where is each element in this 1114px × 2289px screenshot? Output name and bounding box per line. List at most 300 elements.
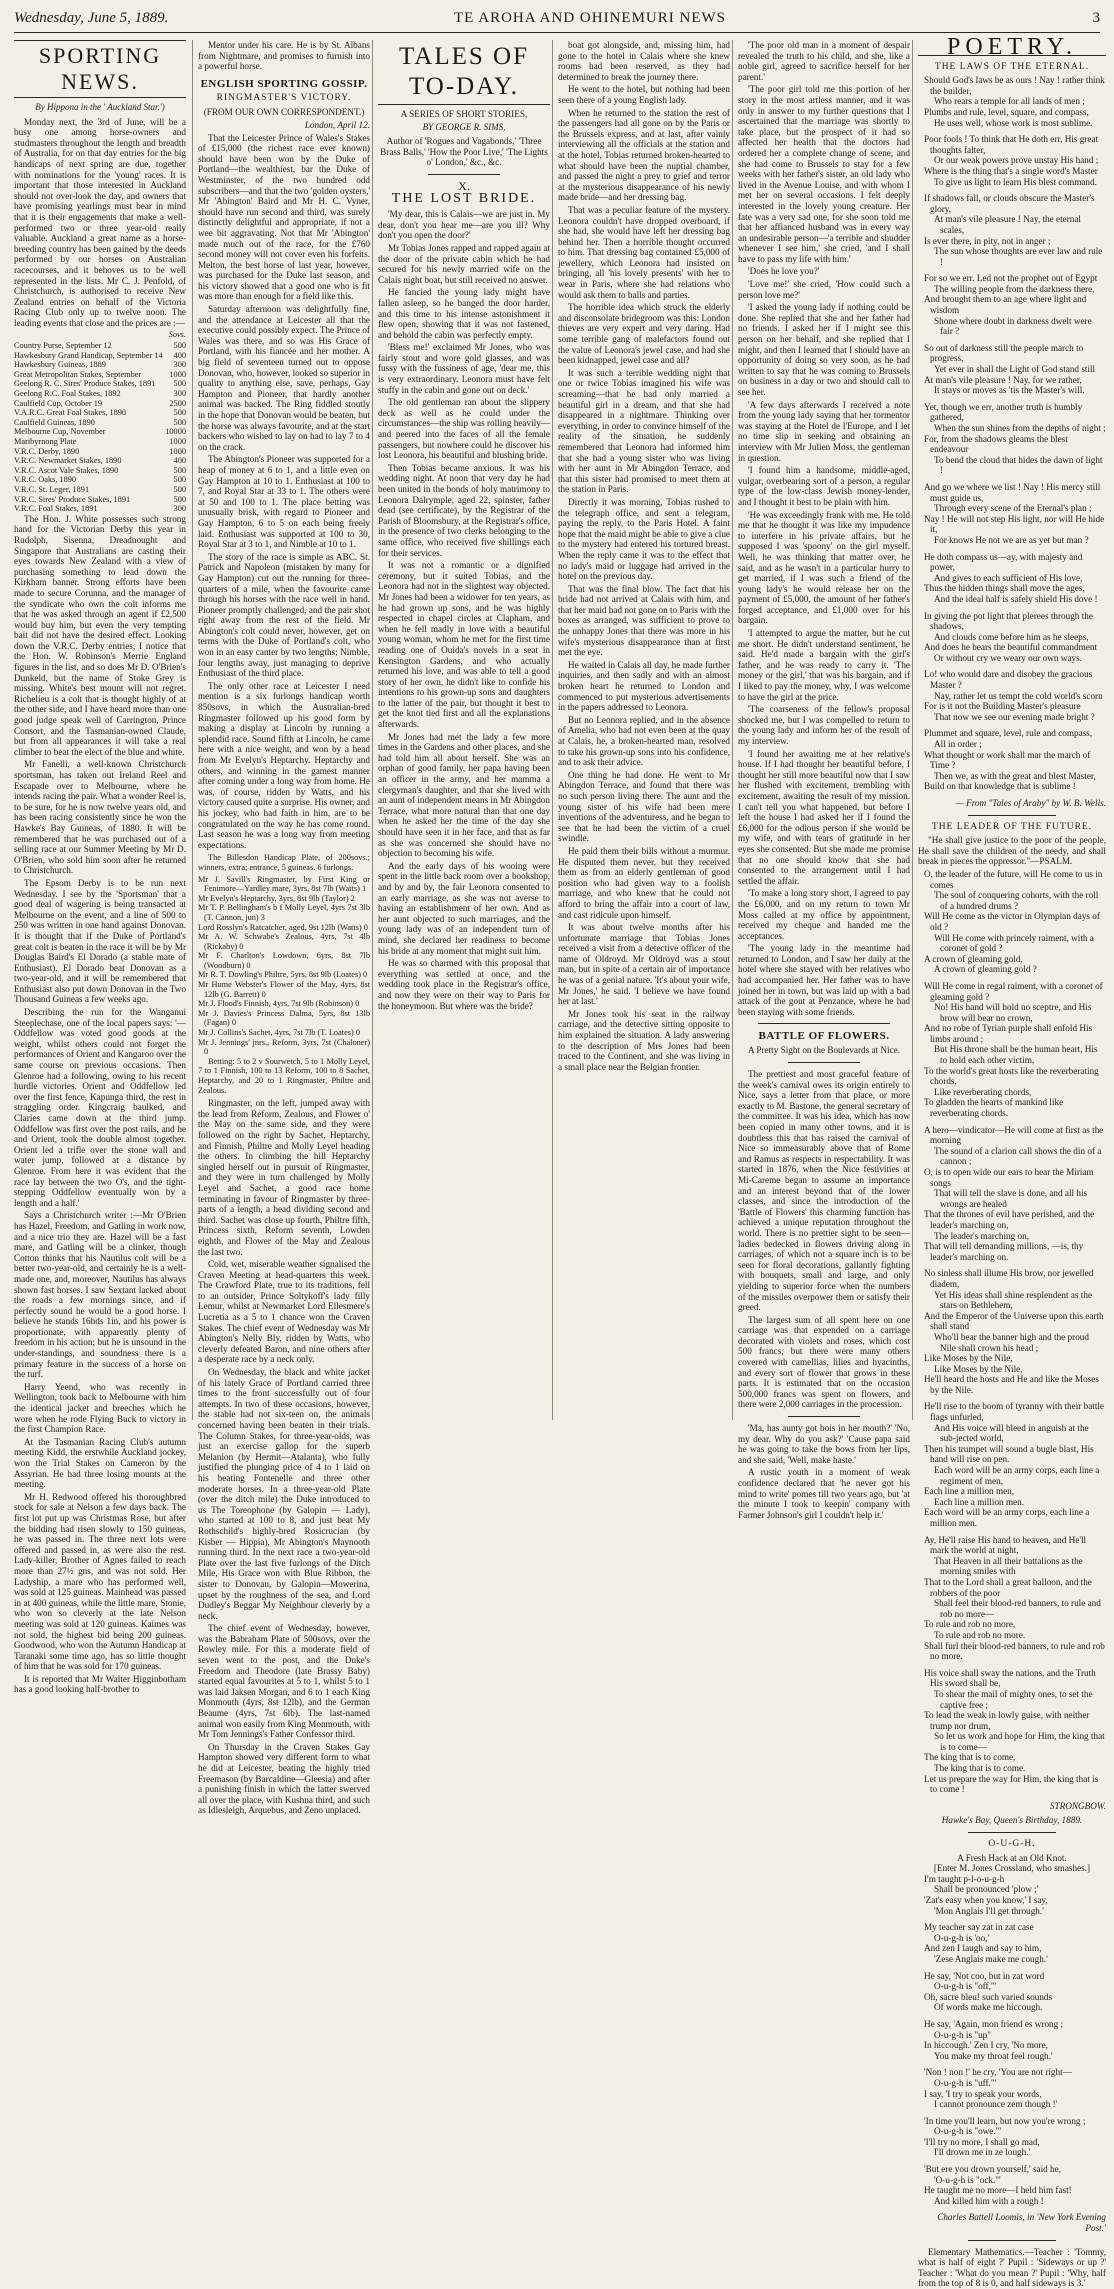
divider (788, 1416, 860, 1417)
odds-sovs: 500 (173, 475, 186, 485)
sporting-paragraph: Monday next, the 3rd of June, will be a busy one among horse-owners and studmasters throughout the length and breadth of Australia, for on that day entries for the big handicaps of next spring are due, together with nominations for the 'young' races. It is important that those interested in Auckland should not over-look the day, and owners that have promising yearlings must bear in mind that it is their engagements that make a well-performed two or three year-old really valuable. Auckland a great name as a horse-breeding country has been gained by the deeds performed by our horses on Australian racecourses, and it behoves us to be well represented in the lists. Mr C. J. Penfold, of Christchurch, is authorised to receive New Zealand entries on behalf of the Victoria Racing Club only up to twelve noon. The leading events that close and the prices are :— (14, 116, 186, 328)
verse-line: The king that is to come. (934, 1763, 1026, 1774)
verse-line: Let us prepare the way for Him, the king that is to come ! (924, 1773, 1099, 1795)
column-story-and-battle (732, 40, 910, 1520)
verse-line: No sinless shall illume His brow, nor jewelled diadem, (924, 1268, 1094, 1289)
poem-leader-epigraph: "He shall give justice to the poor of the people, He shall save the children of the needy, and shall break in pieces the oppressor."—PSALM. (918, 835, 1106, 867)
verse-line: He'll heard the hosts and He and like the Moses by the Nile. (924, 1374, 1099, 1395)
story-paragraph: But no Leonora replied, and in the absence of Amelia, who had not even been at the quay at Calais, he, a broken-hearted man, resolved to take his grown-up sons into his confidence, and to ask their advice. (558, 714, 730, 768)
odds-race: Geelong R. C. Sires' Produce Stakes, 1891 (14, 379, 156, 389)
odds-row (14, 360, 186, 370)
odds-row (14, 379, 186, 389)
tales-author-of: Author of 'Rogues and Vagabonds,' 'Three Brass Balls,' 'How the Poor Live,' 'The Lights o' London,' &c., &c. (380, 136, 548, 168)
poem-laws-title: THE LAWS OF THE ETERNAL. (934, 61, 1090, 72)
stanza (918, 2116, 1106, 2158)
sporting-paragraph: Harry Yeend, who was recently in Wellington, took back to Melbourne with him the identical jacket and breeches which he wore when he rode Flying Buck to victory in the first Champion Race. (14, 1381, 186, 1435)
poem-laws-credit: — From "Tales of Araby" by W. B. Wells. (955, 798, 1106, 808)
stanza (918, 1125, 1106, 1263)
story-title: THE LOST BRIDE. (391, 190, 537, 206)
story-paragraph: Mr Jones took his seat in the railway carriage, and the detective sitting opposite to him explained the situation. A lady answering to the description of Mrs Jones had been traced to the Continent, and she was living in a small place near the Belgian frontier. (558, 1008, 730, 1072)
verse-line: Who rears a temple for all lands of men ; (934, 96, 1085, 107)
story-paragraph: It was not a romantic or a dignified ceremony, but it suited Tobias, and the Leonora had not in the slightest way objected. Mr Jones had been a widower for ten years, as he had grown up sons, and he was highly respected in chapel circles at Clapham, and when he fell madly in love with a beautiful young woman, whom he met for the first time reading one of Ouida's novels in a seat in Kensington Gardens, and who actually returned his love, and was able to tell a good story of her own, he didn't like to confide his intentions to his grown-up sons and daughters to the latter of the pair, but thought it best to get the knot tied first and all the explanations afterwards. (378, 560, 550, 730)
verse-line: He uses well, whose work is most sublime. (934, 117, 1093, 128)
gossip-paragraph: Ringmaster, on the left, jumped away with the lead from Reform, Zealous, and Flower o' the May on the same side, and they were followed on the right by Sachet, Heptarchy, and Finnish, Philtre and Molly Leyel heading the others. In climbing the hill Heptarchy singled herself out in pursuit of Ringmaster, and they were in turn challenged by Molly Leyel and Sachet, a good race home terminating in favour of Ringmaster by three-parts of a length, a head dividing second and third. Sachet was close up fourth, Philtre fifth, Princess sixth, Reform seventh, Lowden eighth, and Flower of the May and Zealous the last two. (198, 1098, 370, 1257)
race-entry: Mr Hume Webster's Flower of the May, 4yrs, 8st 12lb (G. Barrett) 0 (198, 980, 370, 999)
verse-line: I'll drown me in ze lough.' (934, 2147, 1031, 2158)
stanza (918, 2019, 1106, 2061)
odds-row (14, 475, 186, 485)
story-paragraph: Directly it was morning, Tobias rushed to the telegraph office, and sent a telegram, paying the reply, to the Paris Hotel. A faint hope that the maid might be able to give a clue to the mystery had entered his tortured breast. When the reply came it was to the effect that no lady's maid or luggage had arrived in the hotel on the previous day. (558, 496, 730, 582)
verse-line: No! His hand will hold no sceptre, and His brow will bear no crown, (934, 1002, 1092, 1023)
verse-line: Nay, rather let us tempt the cold world's scorn (934, 690, 1103, 701)
battle-paragraphs (738, 1069, 910, 1410)
gossip-paragraphs (198, 133, 370, 851)
odds-row (14, 485, 186, 495)
stanza (918, 1971, 1106, 2013)
divider (428, 174, 500, 175)
verse-line: That will tell the slave is done, and all his wrongs are healed (934, 1188, 1088, 1209)
odds-header: Sovs. (168, 330, 186, 340)
story-paragraph: That was the final blow. The fact that his bride had not arrived at Calais with him, and that her maid had not gone on to Paris with the boxes as arranged, was sufficient to prove to the unhappy Jones that there was more in his wife's mysterious disappearance than at first met the eye. (558, 583, 730, 658)
verse-line: 'Mon Anglais I'll get through.' (934, 1905, 1044, 1916)
gossip-paragraph: The chief event of Wednesday, however, was the Babraham Plate of 500sovs, over the Rowley mile. For this a moderate field of seven went to the post, and the Duke's Freedom and Theodore (late Brassy Baby) started equal favourites at 5 to 1, whilst 5 to 1 was laid Jaksen Morgan, and 6 to 1 each King Monmouth (4yrs, 8st 12lb), and the German Beaume (4yrs, 7st 6lb). The last-named animal won easily from King Monmouth, with Mr Tom Jennings's Father Confessor third. (198, 1623, 370, 1740)
verse-line: For is it not the Building Master's pleasure (924, 701, 1081, 712)
verse-line: Or our weak powers prove unstay His hand ; (934, 155, 1099, 166)
story-numeral: X. (458, 178, 470, 193)
sporting-paragraph: At the Tasmanian Racing Club's autumn meeting Kidd, the erstwhile Auckland jockey, won the Trial Stakes on Cameron by the Assyrian. He had three losing mounts at the meeting. (14, 1436, 186, 1490)
verse-line: And does he bears the beautiful commandment (924, 642, 1097, 653)
verse-line: It stays or moves as 'tis the Master's will. (934, 385, 1085, 396)
verse-line: Each line a million men. (934, 1496, 1025, 1507)
tales-author: BY GEORGE R. SIMS, (422, 121, 506, 132)
verse-line: Like reverberating chords, (934, 1086, 1032, 1097)
poem-ough (918, 1874, 1106, 2207)
story-paragraph: 'The young lady in the meantime had returned to London, and I saw her daily at the hotel where she stayed with her relatives who had accompanied her. Her father was to have joined her in town, but was laid up with a bad attack of the gout at Penzance, where he had been staying with some friends. (738, 943, 910, 1017)
verse-line: Ay, He'll raise His hand to heaven, and He'll mark the world at night, (924, 1534, 1087, 1556)
odds-sovs: 300 (173, 360, 186, 370)
verse-line: He'll rise to the boom of tyranny with their battle flags unfurled, (924, 1401, 1105, 1423)
stanza (918, 611, 1106, 664)
odds-row (14, 408, 186, 418)
verse-line: To shear the mail of mighty ones, to set the captive free ; (934, 1688, 1093, 1710)
verse-line: 'But ere you drown yourself,' said he, (924, 2164, 1062, 2175)
divider (968, 1832, 1056, 1833)
issue-date: Wednesday, June 5, 1889. (14, 10, 169, 26)
verse-line: And His voice will bleed in anguish at the sub-jected world, (934, 1422, 1089, 1444)
verse-line: Like Moses by the Nile, (934, 1363, 1023, 1374)
page-columns (14, 34, 1106, 2289)
odds-sovs: 10000 (165, 427, 186, 437)
verse-line: And go we where we list ! Nay ! His mercy still must guide us, (924, 481, 1101, 503)
verse-line: If shadows fall, or clouds obscure the Master's glory, (924, 193, 1095, 214)
verse-line: He say, 'Not coo, but in zat word (924, 1970, 1045, 1981)
race-entry: Mr A. W. Schwabe's Zealous, 4yrs, 7st 4lb (Rickaby) 0 (198, 932, 370, 951)
verse-line: When the sun shines from the depths of night ; (934, 423, 1106, 433)
race-entry: Mr J. Jennings' jnrs., Reform, 3yrs, 7st (Chaloner) 0 (198, 1037, 370, 1057)
verse-line: A hero—vindicator—He will come at first as the morning (924, 1124, 1104, 1146)
verse-line: Shall be pronounced 'plow ;' (934, 1884, 1039, 1895)
odds-row (14, 389, 186, 399)
entries-heading: The Billesdon Handicap Plate, of 200sovs.; winners, extra; entrance, 5 guineas. 6 furlongs. (198, 853, 370, 872)
poem-ough-note: [Enter M. Jones Crossland, who smashes.] (933, 1863, 1091, 1874)
verse-line: And the ideal half is safely shield His dove ! (934, 593, 1098, 604)
battle-paragraph: The largest sum of all spent here on one carriage was that expended on a carriage decorated with violets and roses, which cost 500 francs, but there were many others covered with camellias, lilies and hyacinths, and every sort of flower that grows in these parts. It is estimated that on the occasion 500,000 francs was spent on flowers, and there were 2,000 carriages in the procession. (738, 1314, 910, 1410)
verse-line: O-u-g-h is "uff."' (934, 2077, 997, 2088)
verse-line: And clouds come before him as he sleeps, (934, 631, 1089, 642)
odds-sovs: 500 (173, 379, 186, 389)
race-entry: Mr T. P. Bellingham's b f Molly Leyel, 4yrs 7st 3lb (T. Cannon, jun) 3 (198, 903, 370, 922)
column-sporting-news (14, 40, 186, 1695)
verse-line: Then we, as with the great and blest Master, (934, 770, 1096, 781)
odds-race: Maribyrnong Plate (14, 437, 77, 446)
divider (968, 2240, 1056, 2241)
odds-race: V.R.C. Oaks, 1890 (14, 475, 77, 485)
story-paragraph: 'The poor girl told me this portion of her story in the most artless manner, and it was only in answer to my further questions that I ascertained that the marriage was shortly to take place, but the prospect of it had so affected her health that the doctors had ordered her a complete change of scene, and she had come to Brussels to stay for a few weeks with her father's sister, an old lady who lived in the Avenue Louise, and with whom I met her on several occasions. I felt deeply interested in the lovely young creature. Her fate was a very sad one, for she soon told me that her affianced husband was in every way an undesirable person—'a terrible and shudder whenever I see him,' she cried, 'and I shall have to pass my life with him.' (738, 84, 910, 264)
stanza (918, 669, 1106, 722)
sporting-paragraph: Describing the run for the Wanganui Steeplechase, one of the local papers says: '—Oddfellow was voted good goods at the weight, whilst others could not forget the performances of Orient and Kangaroo over the same course on previous occasions. Then Glenroe had a following, owing to his recent hurdle victories. Orient and Oddfellow led over the first fence, Kapunga third, the rest in straggling order. Kingcraig baulked, and Claries came down at the third jump. Oddfellow was first over the post rails, and he and Orient, took the double almost together. Orient led a trifle over the stone wall and water jump, followed at a distance by Glenroe. From here it was evident that the race lay between the two O's, and the tight-stepping Oddfellow eventually won by a length and a half.' (14, 1007, 186, 1208)
verse-line: Will He come as the victor in Olympian days of old ? (924, 911, 1100, 932)
verse-line: The sound of a clarion call shows the din of a cannon ; (934, 1145, 1102, 1167)
story-paragraph: The horrible idea which struck the elderly and disconsolate bridegroom was this: London thieves are very expert and very daring. Had some terrible gang of malefactors found out the value of Leonora's jewel case, and had she been kidnapped, jewel case and all? (558, 302, 730, 366)
verse-line: For, from the shadows gleams the blest endeavour (924, 433, 1068, 455)
odds-sovs: 400 (173, 456, 186, 466)
race-entry: Mr R. T. Dowling's Philtre, 5yrs, 8st 9lb (Loates) 0 (198, 970, 368, 980)
betting-line: Betting: 5 to 2 v Sourwetch, 5 to 1 Molly Leyel, 7 to 1 Finnish, 100 to 13 Reform, 100 to 8 Sachet, Heptarchy, and 20 to 1 Ringmaster, Philtre and Zealous. (198, 1056, 370, 1095)
verse-line: Shall furl their blood-red banners, to rule and rob no more. (924, 1640, 1105, 1662)
verse-line: So out of darkness still the people march to progress, (924, 342, 1084, 364)
poem-leader-place: Hawke's Bay, Queen's Birthday, 1889. (941, 1815, 1083, 1826)
odds-row (14, 399, 186, 409)
story-paragraph: That was a peculiar feature of the mystery. Leonora couldn't have dropped overboard, if she had, she would have left her dressing bag behind her. Then a horrible thought occurred to him. That dressing bag contained £5,000 of jewellery, which Leonora had insisted on bringing, all 'his lovely presents' with her to wear in Paris, where she had relations who would ask them to balls and parties. (558, 204, 730, 300)
odds-race: Caulfield Guineas, 1890 (14, 417, 95, 427)
verse-line: 'Non ! non !' he cry, 'You are not right— (924, 2067, 1072, 2078)
verse-line: The sun whose thoughts are ever law and rule ! (934, 246, 1103, 267)
verse-line: A crown of gleaming gold ? (934, 964, 1037, 975)
gossip-heading: ENGLISH SPORTING GOSSIP. (200, 77, 368, 90)
story-paragraph: He fancied the young lady might have fallen asleep, so he banged the door harder, and this time to his intense astonishment it flew open, showing that it was not fastened, and behold the cabin was perfectly empty. (378, 287, 550, 340)
verse-line: To give us light to learn His blest command. (934, 176, 1097, 187)
verse-line: So let us work and hope for Him, the king that is to come— (934, 1731, 1105, 1752)
verse-line: Shall feel their blood-red banners, to rule and rob no more— (934, 1598, 1101, 1619)
stanza (918, 273, 1106, 337)
verse-line: That now we see our evening made bright ? (934, 711, 1095, 722)
sporting-byline: By Hippona in the ' Auckland Star.') (35, 102, 165, 112)
verse-line: His voice shall sway the nations, and the Truth His sword shall be, (924, 1667, 1096, 1689)
odds-race: V.R.C. Foal Stakes, 1891 (14, 504, 98, 514)
verse-line: He taught me no more—I held him fast! (924, 2185, 1072, 2196)
verse-line: Yet ever in shall the Light of God stand still (934, 364, 1096, 375)
odds-sovs: 500 (173, 408, 186, 418)
sporting-paragraph: The Epsom Derby is to be run next Wednesday. I see by the 'Sportsman' that a good deal of wagering is being transacted at Melbourne on the event, and a line of 500 to 250 was written in one hand against Donovan. It is thought that if the Duke of Portland's great colt is beaten in the race it will be by Mr Douglas Baird's El Dorado (a stable mate of Enthusiast). El Dorado beat Donovan as a two-year-old, and it will be remembered that Enthusiast also put down Donovan in the Two Thousand Guineas a few weeks ago. (14, 877, 186, 1005)
gossip-subheading: RINGMASTER'S VICTORY. (216, 92, 352, 103)
verse-line: Each word will be an army corps, each line a regiment of men, (934, 1465, 1100, 1486)
verse-line: O, is to open wide our ears to hear the Miriam songs (924, 1167, 1094, 1188)
verse-line: Poor fools ! To think that He doth err, His great thoughts falter, (924, 134, 1099, 155)
stanza (918, 343, 1106, 396)
stanza (918, 482, 1106, 546)
story-paragraph: He waited in Calais all day, he made further inquiries, and then sadly and with an almost broken heart he returned to London and commenced to put mysterious advertisements in the papers addressed to Leonora. (558, 659, 730, 713)
story-paragraph: It was such a terrible wedding night that one or twice Tobias imagined his wife was screaming—that he had only married a beautiful girl in a dream, and that she had disappeared in a nightmare. Thinking over everything, in order to convince himself of the reality of the situation, he suddenly remembered that Leonora had informed him that she had a young sister who was living with her aunt in Mr Abingdon Terrace, and that this sister had promised to meet them at the station in Paris. (558, 367, 730, 495)
verse-line: 'I'll try no more, I shall go mad, (924, 2136, 1040, 2147)
verse-line: I cannot pronounce zem though !' (934, 2099, 1058, 2110)
verse-line: To rule and rob no more. (934, 1629, 1026, 1640)
story-paragraphs (378, 209, 550, 1011)
race-entry: Lord Rosslyn's Ratcatcher, aged, 9st 12lb (Watts) 0 (198, 922, 368, 932)
odds-race: Hawkesbury Guineas, 1889 (14, 360, 106, 370)
stanza (918, 134, 1106, 187)
story-paragraph: 'He was exceedingly frank with me. He told me that he thought it was like my impudence to interfere in his private affairs, but he supposed I was 'spoony' on the girl myself. Well, he was thinking that matter over, he said, and as he wasn't in a particular hurry to get married, if I was such a friend of the young lady's he would release her on the payment of £5,000, the amount of her father's forged acceptance, and £1,000 over for his bargain. (738, 509, 910, 626)
verse-line: O, the leader of the future, will He come to us in comes (924, 868, 1103, 890)
verse-line: 'Zat's easy when you know,' I say, (924, 1895, 1048, 1905)
tales-heading: TALES OF TO-DAY. (378, 40, 550, 105)
poem-ough-title: O-U-G-H. (988, 1839, 1036, 1850)
verse-line: To lead the weak in lowly guise, with neither trump nor drum, (924, 1710, 1090, 1731)
verse-line: Plumbs and rule, level, square, and compass, (924, 106, 1089, 117)
story-paragraph: And the early days of his wooing were spent in the little back room over a bookshop, and by and by, the fair Leonora consented to an early marriage, as she was not averse to having an establishment of her own. And as her aunt objected to such marriages, and the young lady was of an independent turn of mind, she declared her readiness to become his bride at any moment that might suit him. (378, 860, 550, 956)
anecdote-rustic: A rustic youth in a moment of weak confidence declared that 'he never got his mind to write' pomes till two years ago, but 'at the minute I took to keepin' company with Farmer Johnson's girl I couldn't help it.' (738, 1467, 910, 1520)
odds-row (14, 351, 186, 361)
poem-leader-credit: STRONGBOW. (1049, 1800, 1106, 1811)
odds-row (14, 370, 186, 380)
story-paragraph: He paid them their bills without a murmur. He disputed them never, but they received them as from an elderly gentleman of good position who had given way to a foolish marriage, and who knew that he could not afford to bring the affair into a court of law, and cast ridicule upon himself. (558, 845, 730, 920)
odds-table (14, 341, 186, 514)
sporting-paragraph: Mr H. Redwood offered his thoroughbred stock for sale at Nelson a few days back. The first lot put up was Christmas Rose, but after the bidding had risen slowly to 150 guineas, he was passed in. The three next lots were offered and passed in, as were also the rest. Lady-killer, Brother of Agnes failed to reach more than 27½ gns, and was not sold. Her Ladyship, a mare who has performed well, was sold at 125 guineas. Mainhead was passed in at 400 guineas, while the little mare, Stonie, who won so cleverly at the late Nelson meeting was sold at 120 guineas. Kaimes was not sold, the highest bid being 200 guineas. Goodwood, who won the Autumn Handicap at Taranaki some time ago, has so little thought of him that he was sold for 170 guineas. (14, 1491, 186, 1672)
verse-line: My teacher say zat in zat case (924, 1922, 1034, 1933)
verse-line: Oh, sacre bleu! such varied sounds (924, 1991, 1053, 2002)
verse-line: He doth compass us—ay, with majesty and power, (924, 551, 1083, 573)
sporting-paragraph: The Hon. J. White possesses such strong hand for the Victorian Derby this year in Rudolph, Sisenna, Dreadnought and Singapore that Australians are casting their eyes towards New Zealand with a view of purchasing something to lead down the Kirkham banner. Strong efforts have been made to secure Corunna, and the manager of the syndicate who own the colt informs me that he was asked through an agent if £2,500 would buy him, but even the very tempting bait did not have the desired effect. Looking down the V.R.C. Derby entries, I notice that the Hon. W. Robinson's Merrie England figures in the list, and so does Mr D. O'Brien's Dunkeld, but the name of Stoke Grey is missing. White's best mount will not regret. Richelieu is a colt that is thought highly of at the other side, and I have heard more than one good judge speak well of Carrington, Prince Consort, and the Tasmanian-owned Claude, but from all appearances it will take a real climber to beat the elect of the blue and white. (14, 513, 186, 757)
verse-line: Is ever there, in pity, not in anger ; (924, 235, 1051, 246)
verse-line: In hiccough.' Zen I cry, 'No more, (924, 2040, 1048, 2051)
odds-race: Geelong R.C. Foal Stakes, 1892 (14, 389, 121, 399)
gossip-paragraph: The Abington's Pioneer was supported for a heap of money at 6 to 1, and a little even on Gay Hampton at 10 to 1. Enthusiast at 100 to 7, and Royal Star at 33 to 1. The others were at 50 and 100 to 1. The place betting was unusually brisk, with regard to Pioneer and Gay Hampton, 6 to 5 on each being freely laid. Enthusiast was supported at 100 to 30, Royal Star at 3 to 1, and Nimble at 10 to 1. (198, 454, 370, 550)
odds-race: V.A.R.C. Great Foal Stakes, 1890 (14, 408, 127, 418)
verse-line: Thus the hidden things shall move the ages, (924, 583, 1085, 594)
tales-series: A SERIES OF SHORT STORIES, (400, 109, 528, 119)
race-entry: Mr J. Davies's Princess Dalma, 5yrs, 8st 13lb (Fagan) 0 (198, 1008, 370, 1028)
race-entry: Mr J. Flood's Finnish, 4yrs, 7st 9lb (Robinson) 0 (198, 999, 360, 1009)
divider (758, 1023, 890, 1024)
story-paragraph: 'The coarseness of the fellow's proposal shocked me, but I was compelled to return to the young lady and inform her of the result of my interview. (738, 704, 910, 746)
verse-line: He say, 'Again, mon friend es wrong ; (924, 2018, 1064, 2029)
gossip-dateline: London, April 12. (304, 119, 370, 130)
odds-sovs: 400 (173, 350, 186, 360)
verse-line: 'Zese Anglais make me cough.' (934, 1953, 1048, 1964)
story-paragraph: It was about twelve months after his unfortunate marriage that Tobias Jones received a visit from a detective officer of the name of Oldroyd. Mr Oldroyd was a stout man, but in spite of a certain air of importance he was of a genial nature. 'It's about your wife, Mr Jones,' he said. 'I believe we have found her at last.' (558, 922, 730, 1007)
stanza (918, 193, 1106, 267)
verse-line: 'O-u-g-h is "ock."' (934, 2174, 1001, 2185)
verse-line: Who'll bear the banner high and the proud Nile shall crown his head ; (934, 1331, 1089, 1353)
verse-line: At man's vile pleasure ! Nay, the eternal scales, (934, 214, 1081, 235)
stanza (918, 1668, 1106, 1795)
odds-sovs: 500 (173, 341, 186, 351)
verse-line: Will He come in regal raiment, with a coronet of gleaming gold ? (924, 980, 1103, 1002)
odds-sovs: 500 (173, 494, 186, 504)
story-paragraph: One thing he had done. He went to Mr Abingdon Terrace, and found that there was no such person living there. The aunt and the young sister of his wife had been mere inventions of the adventuress, and he began to see that he had been the victim of a cruel swindle. (558, 769, 730, 844)
odds-row (14, 418, 186, 428)
story-paragraph: He was so charmed with this proposal that everything was settled at once, and the wedding took place in the Registrar's office, and now they were on their way to Paris for the honeymoon. But where was the bride? (378, 958, 550, 1011)
column-story-continued (552, 40, 730, 1420)
gossip-paragraphs-after (198, 1098, 370, 1816)
odds-row (14, 447, 186, 457)
gossip-paragraph: On Wednesday, the black and white jacket of his lately Grace of Portland carried three times to the front successfully out of four attempts. In two of these occasions, however, the stable had not six-teen on, the animals concerned having been beaten in their trials. The Column Stakes, for three-year-olds, was just an exercise gallop for the superb Melanion (by Hermit—Atalanta), who fully justified the plunging price of 4 to 1 laid on his beating Fontenelle and three other moderate horses. In a three-year-old Plate (over the ditch mile) the Duke introduced to us The Toreophone (by Galopin — Lady), who started at 100 to 8, and just beat My Rothschild's highly-bred Rosicrucian (by Kisber — Hippia), Mr Abington's Maynooth running third. In the next race a two-year-old Plate over the last five furlongs of the Ditch Mile, His Grace won with Blue Ribbon, the sister to Donovan, by Galopin—Mowerina, upset by the roughness of the sea, and Lord Dudley's Beggar My Neighbour cleverly by a neck. (198, 1367, 370, 1621)
divider (968, 815, 1056, 816)
verse-line: To the world's great hosts like the reverberating chords, (924, 1065, 1099, 1087)
verse-line: Each word will be an army corps, each line a million men. (924, 1507, 1090, 1528)
odds-row (14, 466, 186, 476)
stanza (918, 1401, 1106, 1528)
gossip-lead-paragraph: Mentor under his care. He is by St. Albans from Nightmare, and promises to furnish into a powerful horse. (198, 40, 370, 72)
story-paragraph: boat got alongside, and, missing him, had gone to the hotel in Calais where she knew rooms had been reserved, as they had determined to break the journey there. (558, 40, 730, 82)
verse-line: Yet, though we err, another truth is humbly gathered, (924, 401, 1083, 423)
gossip-paragraph: Cold, wet, miserable weather signalised the Craven Meeting at head-quarters this week. The Crawford Plate, true to its traditions, fell to an outsider, Prince Soltykoff's lady filly Lemur, whilst at Newmarket Lord Ellesmere's Lucretia as a 5 to 1 chance won the Craven Stakes. The chief event of Wednesday was Mr Abington's Nelly Bly, ridden by Watts, who cleverly defeated Baron, and nine others after a desperate race by a neck only. (198, 1259, 370, 1365)
battle-subheading: A Pretty Sight on the Boulevards at Nice. (747, 1045, 901, 1056)
verse-line: To gladden the hearts of mankind like reverberating chords. (924, 1097, 1064, 1119)
page-number: 3 (1092, 10, 1100, 26)
gossip-paragraph: On Thursday in the Craven Stakes Gay Hampton showed very different form to what he did at Leicester, beating the highly tried Freemason (by Barcaldine—Gleesia) and after a punishing finish in which the latter swerved all over the place, with Kushna third, and such as Idlesleigh, Arquebus, and Zeno unplaced. (198, 1741, 370, 1816)
race-entry: Mr F. Charlton's Lowdown, 6yrs, 8st 7lb (Woodburn) 0 (198, 951, 370, 970)
odds-sovs: 300 (173, 389, 186, 399)
anecdote-bows: 'Ma, has aunty got bois in her mouth?' 'No, my dear. Why do you ask?' 'Cause papa said he was going to take the bows from her lips, and she said, 'Well, make haste.' (738, 1423, 910, 1465)
odds-race: V.R.C. Newmarket Stakes, 1890 (14, 456, 122, 466)
verse-line: Plummet and square, level, rule and compass, (924, 728, 1093, 739)
verse-line: Build on that knowledge that is sublime ! (924, 781, 1076, 792)
verse-line: That the thrones of evil have perished, and the leader's marching on, (924, 1209, 1095, 1230)
odds-race: Country Purse, September 12 (14, 341, 112, 351)
column-poetry (912, 34, 1106, 2289)
story-paragraph: 'Love me!' she cried, 'How could such a person love me?' (738, 279, 910, 300)
story-paragraph: Mr Jones had met the lady a few more times in the Gardens and other places, and she had told him all about herself. She was an orphan of good family, her papa having been an officer in the army, and her mamma a clergyman's daughter, and that she lived with an aunt of independent means in Mr Abingdon Terrace, what more natural than that one day when he asked her the time of the day she should have seen it in her face, and that as far as she was concerned she should have no objection to becoming his wife. (378, 731, 550, 859)
odds-row (14, 437, 186, 447)
verse-line: The king that is to come, (924, 1752, 1016, 1763)
stanza (918, 402, 1106, 476)
story-paragraph: 'A few days afterwards I received a note from the young lady saying that her tormentor was staying at the Hotel de l'Europe, and I let no time slip in seeking and obtaining an interview with Mr Julien Moss, the gentleman in question. (738, 399, 910, 463)
poem-leader-title: THE LEADER OF THE FUTURE. (931, 821, 1093, 832)
race-entry: Mr J. Savill's Ringmaster, by First King or Fenimore—Yardley mare, 3yrs, 8st 7lb (Watts) 1 (198, 874, 370, 894)
verse-line: Then his trumpet will sound a bugle blast, His hand will rise on pen. (924, 1443, 1094, 1465)
odds-sovs: 1000 (169, 369, 186, 379)
verse-line: I'm taught p-l-o-u-g-h (924, 1873, 1005, 1884)
verse-line: Shone where doubt in darkness dwelt were fair ? (934, 315, 1092, 337)
column-tales (372, 40, 550, 1420)
odds-row (14, 341, 186, 351)
odds-race: V.R.C. Sires' Produce Stakes, 1891 (14, 494, 131, 504)
sporting-paragraph: It is reported that Mr Walter Higginbotham has a good looking half-brother to (14, 1673, 186, 1695)
sporting-paragraphs-after (14, 514, 186, 1695)
odds-row (14, 456, 186, 466)
story-paragraph: Then Tobias became anxious. It was his wedding night. At noon that very day he had been united in the bonds of holy matrimony to Leonora Dalrymple, aged 22, spinster, father dead (see certificate), by the Registrar of the Parish of Bloomsbury, at the Registrar's office, in the presence of two clerks belonging to the same office, who received five shillings each for their services. (378, 462, 550, 558)
poem-ough-subtitle: A Fresh Hack at an Old Knot. (957, 1852, 1067, 1863)
odds-row (14, 504, 186, 514)
verse-line: In giving the pot light that plerees through the shadows, (924, 610, 1093, 632)
odds-race: Hawkesbury Grand Handicap, September 14 (14, 350, 163, 360)
verse-line: I say, 'I try to speak your words, (924, 2088, 1042, 2099)
verse-line: And the Emperor of the Universe upon this earth shall stand (924, 1310, 1104, 1332)
story-paragraph: 'I found him a handsome, middle-aged, vulgar, overbearing sort of a person, a regular type of the low-class Jewish money-lender, and I thought it best to be plain with him. (738, 465, 910, 507)
verse-line: Each line a million men, (924, 1486, 1015, 1497)
story-paragraph: 'Does he love you?' (748, 266, 820, 277)
poem-laws-of-the-eternal (918, 75, 1106, 792)
story-paragraph: 'I asked the young lady if nothing could be done. She replied that she and her father had no friends. I asked her if I might see this person on her behalf, and she replied that I might, and then I learned that I should have an opportunity of doing so very soon, as he had written to say that he was coming to Brussels on business in a day or two and should call to see her. (738, 302, 910, 397)
gossip-paragraph: Saturday afternoon was delightfully fine, and the attendance at Leicester all that the executive could possibly expect. The Prince of Wales was there, and so was His Grace of Portland, with his fiancée and her mother. A big field of seventeen turned out to oppose Donovan, who, however, looked so superior in quality to anything else, save, perhaps, Gay Hampton and Pioneer, that hardly another animal was backed. The Ring fiddled stoutly in the hope that Donovan would be beaten, but the horse was always favourite, and at the start backers who wished to lay on had to lay 7 to 4 on the crack. (198, 304, 370, 452)
sporting-paragraph: Says a Christchurch writer :—Mr O'Brien has Hazel, Freedom, and Gatling in work now, and a nice trio they are. Hazel will be a fast mare, and Gatling will be a clinker, though Cotton thinks that his Nautilus colt will be a better two-year-old, and certainly he is a well-made one, and, moreover, Nautilus has always shown fast horses. I saw Sextant lacked about the roads a few mornings since, and if perfectly sound he would be a good horse. I believe he stands 16hds 1in, and his power is proportionate, with apparently plenty of freedom in his action; but he is unsound in the under-standings, and soundness there is a primary feature in the success of a horse on the turf. (14, 1210, 186, 1380)
gossip-paragraph: The story of the race is simple as ABC. St. Patrick and Napoleon (mistaken by many for Gay Hampton) cut out the running for three-quarters of a mile, when the favourite came through his horses with the race well in hand. Pioneer promptly challenged, and the pair shot right away from the rest of the field. Mr Abington's colt could never, however, get on terms with the Duke of Portland's colt, who won in an easy canter by two lengths; Nimble, four lengths away, just managing to deprive Enthusiast of the third place. (198, 551, 370, 679)
verse-line: Or without cry we weary our own ways. (934, 652, 1082, 663)
verse-line: That will tell demanding millions, —is, thy leader's marching on. (924, 1241, 1084, 1262)
verse-line: And killed him with a rough ! (934, 2195, 1044, 2206)
verse-line: For so we err. Led not the prophet out of Egypt (924, 273, 1098, 284)
verse-line: Of words make me hiccough. (934, 2002, 1043, 2013)
odds-sovs: 300 (173, 504, 186, 514)
verse-line: O-u-g-h is "up" (934, 2029, 992, 2040)
gossip-from-line: (FROM OUR OWN CORRESPONDENT.) (203, 107, 365, 118)
sporting-heading: SPORTING NEWS. (14, 40, 186, 98)
story-paragraph: 'I attempted to argue the matter, but he cut me short. He didn't understand sentiment, he said. He'd made a bargain with the girl's father, and he was ready to carry it. 'The money or the girl,' that was his bargain, and if I liked to pay the money, why, I was welcome to have the girl at the price. (738, 628, 910, 702)
odds-race: Great Metropolitan Stakes, September (14, 369, 142, 379)
story-paragraph: 'Bless me!' exclaimed Mr Jones, who was fairly stout and wore gold glasses, and was fussy with the fussiness of age, 'dear me, this is very extraordinary. Leonora must have felt stuffy in the cabin and gone out on deck.' (378, 342, 550, 395)
verse-line: That Heaven in all their battalions as the morning smiles with (934, 1555, 1083, 1577)
verse-line: But His throne shall be the human heart, His to hold each other victim, (934, 1044, 1098, 1066)
stanza (918, 981, 1106, 1119)
stanza (918, 2067, 1106, 2109)
verse-line: All in order ; (934, 739, 982, 750)
verse-line: A crown of gleaming gold, (924, 953, 1023, 964)
stanza (918, 552, 1106, 605)
verse-line: The willing people from the darkness there, (934, 283, 1095, 294)
verse-line: You make my throat feel rough.' (934, 2050, 1053, 2061)
poem-leader-of-the-future (918, 869, 1106, 1795)
odds-sovs: 1000 (169, 437, 186, 446)
verse-line: At man's vile pleasure ! Nay, for we rather, (924, 374, 1082, 385)
battle-paragraph: The prettiest and most graceful feature of the week's carnival owes its origin entirely to Nice, says a letter from that place, or more exactly to M. Bastone, the general secretary of the committee. It was his idea, which has now been copied in many other towns, and it is doubtless this that has raised the carnival of Nice so immeasurably above that of Rome and Ramus as respects in respectability. It was started in 1876, when the Nice festivities at Mi-Careme began to assume an importance and an interest beyond that of the lower classes, and since the introduction of the 'Battle of Flowers' this charming function has achieved a unique reputation throughout the world. There is no prettier sight to be seen—ladies bedecked in flowers driving along in carriages, of which not a square inch is to be seen for floral decorations, gallantly fighting with bouquets, small and large, and only yielding to superior force when the numbers of the missiles overpower them or satisfy their greed. (738, 1069, 910, 1313)
verse-line: For knows He not we are as yet but man ? (934, 534, 1089, 545)
odds-race: Melbourne Cup, November (14, 427, 106, 437)
story-paragraph: Mr Tobias Jones rapped and rapped again at the door of the private cabin which he had secured for his newly married wife on the Calais night boat, but still received no answer. (378, 242, 550, 285)
story-paragraph: 'My dear, this is Calais—we are just in. My dear, don't you hear me—are you ill? Why don't you open the door?' (378, 209, 550, 241)
race-entry: Mr J. Collins's Sachet, 4yrs, 7st 7lb (T. Loates) 0 (198, 1028, 360, 1038)
verse-line: Will He come with princely raiment, with a coronet of gold ? (934, 932, 1094, 954)
verse-line: Like Moses by the Nile, (924, 1353, 1013, 1364)
story-paragraph: When he returned to the station the rest of the passengers had all gone on by the Paris or the Brussels express, and at last, after vainly interviewing all the officials at the station and at the hotel, Tobias returned broken-hearted to what should have been the nuptial chamber, and passed the night a prey to grief and terror at the mysterious disappearance of his newly made bride—and her dressing bag. (558, 107, 730, 203)
stanza (918, 1922, 1106, 1964)
story-end-paragraphs (738, 40, 910, 1017)
verse-line: 'In time you'll learn, but now you're wrong ; (924, 2115, 1086, 2126)
story-paragraph: He went to the hotel, but nothing had been seen there of a young English lady. (558, 84, 730, 105)
story-paragraph: The old gentleman ran about the slippery deck as well as he could under the circumstances—the ship was rolling heavily—and peered into the faces of all the female passengers, but nowhere could he discover his lost Leonora, his beautiful and blushing bride. (378, 397, 550, 461)
odds-row (14, 427, 186, 437)
verse-line: The leader's marching on, (934, 1230, 1030, 1241)
divider (788, 1062, 860, 1063)
verse-line: Nay ! He will not step His light, nor will He hide it, (924, 513, 1105, 535)
odds-race: V.R.C. Ascot Vale Stakes, 1890 (14, 465, 119, 475)
stanza (918, 75, 1106, 128)
race-entries (198, 853, 370, 1095)
column-english-gossip (192, 40, 370, 1816)
poetry-heading: POETRY. (918, 42, 1106, 56)
odds-race: Caulfield Cup, October 19 (14, 398, 103, 408)
odds-sovs: 500 (173, 484, 186, 494)
odds-sovs: 500 (173, 417, 186, 427)
story-paragraph: 'The poor old man in a moment of despair revealed the truth to his child, and she, like a noble girl, agreed to sacrifice herself for her parent.' (738, 40, 910, 82)
verse-line: Through every scene of the Eternal's plan ; (934, 503, 1092, 514)
story-continued-paragraphs (558, 40, 730, 1072)
verse-line: And zen I laugh and say to him, (924, 1943, 1042, 1954)
entries-list (198, 875, 370, 1057)
verse-line: And no robe of Tyrian purple shall enfold His limbs around ; (924, 1023, 1093, 1044)
race-entry: Mr Evelyn's Heptarchy, 3yrs, 8st 9lb (Taylor) 2 (198, 893, 355, 903)
odds-sovs: 1000 (169, 446, 186, 456)
odds-race: V.R.C. St. Leger, 1891 (14, 484, 90, 494)
